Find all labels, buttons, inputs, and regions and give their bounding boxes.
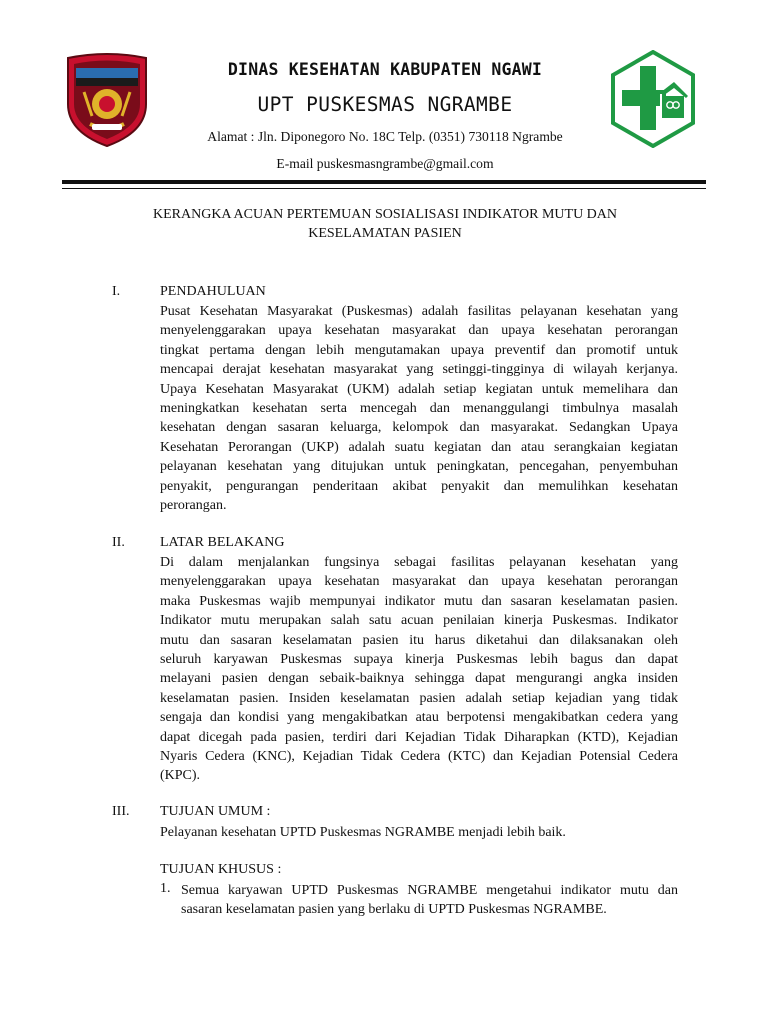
section-title: LATAR BELAKANG [160,535,285,550]
email-line: E-mail puskesmasngrambe@gmail.com [276,156,494,171]
document-title-line: KERANGKA ACUAN PERTEMUAN SOSIALISASI INDIKATOR MUTU DAN [152,207,618,222]
document-title [110,205,660,243]
paragraph-line: dapat dicegah pada pasien, terdiri dari Kejadian Tidak Diharapkan (KTD), Kejadian [160,729,678,745]
section-number: I. [112,284,121,299]
unit-name: UPT PUSKESMAS NGRAMBE [257,93,513,116]
paragraph-line: (KPC). [160,768,201,784]
paragraph-line: meningkatkan kesehatan serta mencegah dan menanggulangi timbulnya masalah [160,401,678,417]
section-paragraph [160,302,678,515]
paragraph-line: pelayanan kesehatan yang ditujukan untuk peningkatan, pencegahan, penyembuhan [160,459,678,475]
paragraph-line: kesehatan dengan sasaran keluarga, kelompok dan masyarakat. Sedangkan Upaya [160,420,678,436]
document-title-line: KESELAMATAN PASIEN [308,226,462,241]
paragraph-line: sengaja dan kondisi yang mengakibatkan atau berpotensi mengakibatkan cedera yang [160,710,678,726]
section-subtitle: TUJUAN KHUSUS : [160,862,282,877]
paragraph-line: Di dalam menjalankan fungsinya sebagai fasilitas pelayanan kesehatan yang [160,555,678,570]
list-item-line: Semua karyawan UPTD Puskesmas NGRAMBE mengetahui indikator mutu dan [181,883,678,898]
puskesmas-cross-house-icon [610,50,696,148]
paragraph-line: menyelenggarakan upaya kesehatan masyarakat dan upaya kesehatan perorangan [160,323,678,339]
paragraph-line: mutu dan sasaran keselamatan pasien itu harus diketahui dan dilaksanakan oleh [160,632,678,648]
paragraph-line: Pusat Kesehatan Masyarakat (Puskesmas) adalah fasilitas pelayanan kesehatan yang [160,304,678,319]
paragraph-line: penyakit, pengurangan penderitaan akibat penyakit dan memulihkan kesehatan [160,478,678,494]
paragraph-line: mencapai derajat kesehatan masyarakat yang setinggi-tingginya di wilayah kerjanya. [160,362,678,378]
paragraph-line: menyelenggarakan upaya kesehatan masyarakat dan upaya kesehatan perorangan [160,574,678,590]
section-paragraph [160,553,678,786]
paragraph-line: perorangan. [160,498,227,514]
address-line: Alamat : Jln. Diponegoro No. 18C Telp. (0351) 730118 Ngrambe [207,129,563,144]
list-item [181,881,678,920]
list-item-number: 1. [160,881,171,896]
paragraph-line: Indikator mutu merupakan salah satu acuan penilaian kinerja Puskesmas. Indikator [160,613,678,629]
regency-crest-icon [62,52,152,148]
paragraph-line: tingkat pertama dengan lebih mengutamakan upaya preventif dan promotif untuk [160,342,678,358]
header-divider-thin [62,188,706,189]
paragraph-line: Kesehatan Perorangan (UKP) adalah suatu kegiatan dan atau serangkaian kegiatan [160,439,678,455]
section-number: II. [112,535,125,550]
paragraph-line: maka Puskesmas wajib mempunyai indikator mutu dan sasaran keselamatan pasien. [160,593,678,609]
section-number: III. [112,804,130,819]
section-title: PENDAHULUAN [160,284,266,299]
list-item-line: sasaran keselamatan pasien yang berlaku di UPTD Puskesmas NGRAMBE. [181,902,607,918]
section-paragraph [160,823,678,842]
paragraph-line: melayani pasien dengan sebaik-baiknya sehingga dapat mengurangi angka insiden [160,671,678,687]
section-title: TUJUAN UMUM : [160,804,271,819]
agency-name: DINAS KESEHATAN KABUPATEN NGAWI [227,60,543,79]
paragraph-line: keselamatan pasien. Insiden keselamatan pasien adalah setiap kejadian yang tidak [160,690,678,706]
header-divider-thick [62,180,706,184]
paragraph-line: Nyaris Cedera (KNC), Kejadian Tidak Cedera (KTC) dan Kejadian Potensial Cedera [160,749,678,765]
paragraph-line: seluruh karyawan Puskesmas supaya kinerja Puskesmas lebih bagus dan dapat [160,652,678,668]
paragraph-line: Upaya Kesehatan Masyarakat (UKM) adalah setiap kegiatan untuk memelihara dan [160,381,678,397]
paragraph-line: Pelayanan kesehatan UPTD Puskesmas NGRAMBE menjadi lebih baik. [160,825,566,840]
